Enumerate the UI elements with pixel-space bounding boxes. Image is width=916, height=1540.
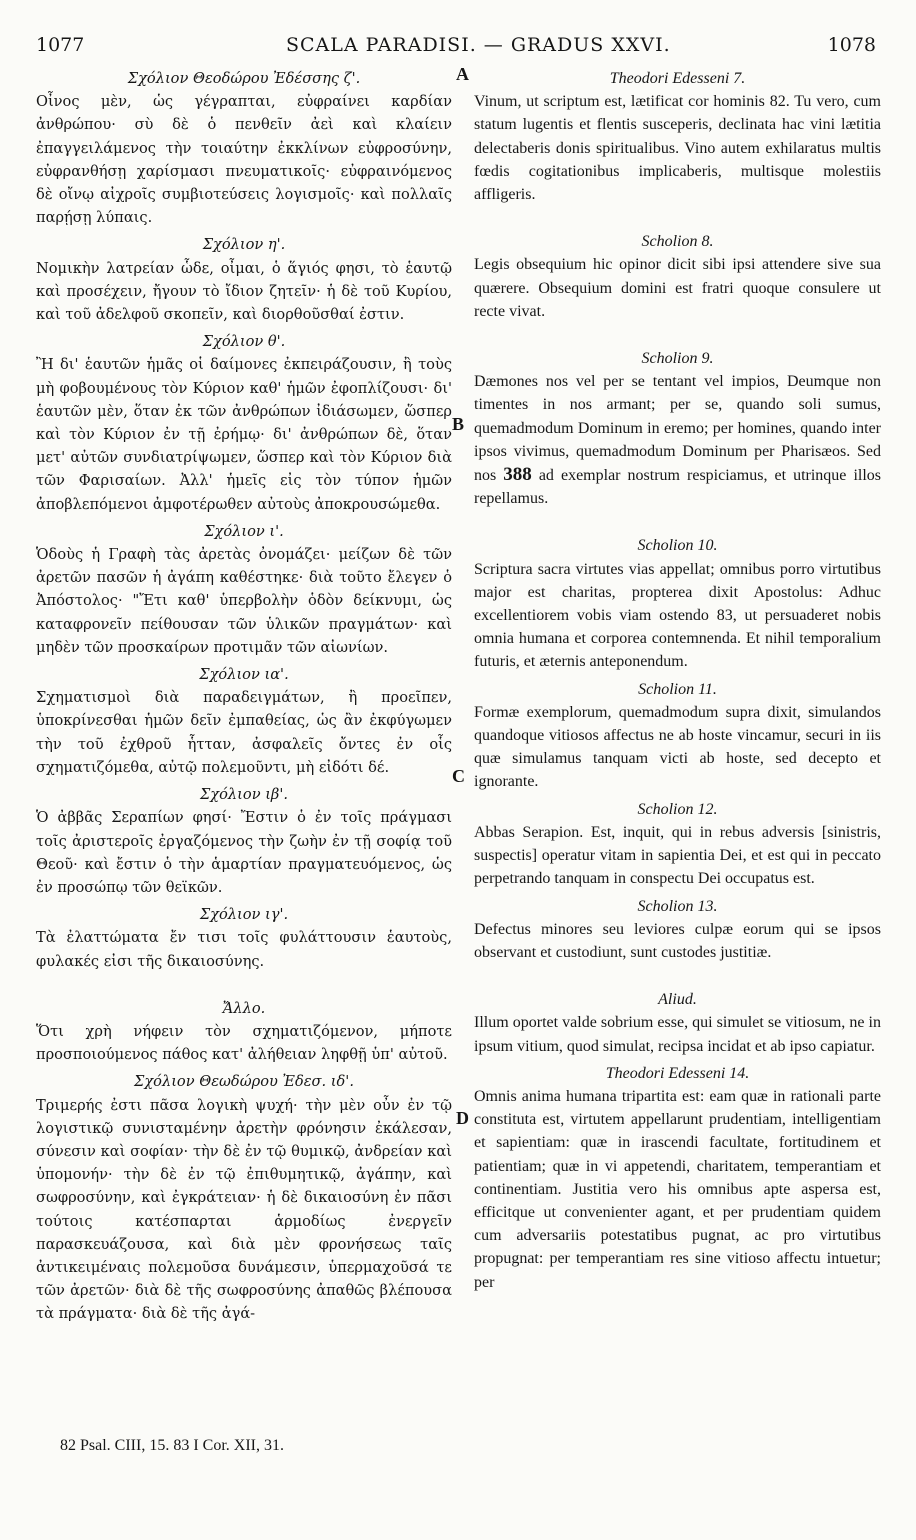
latin-scholion-text: Omnis anima humana tripartita est: eam quæ in rationali parte constituta est, virtutem appellarunt prudentiam, intelligentiam et sapientiam: quæ in irascendi facultate, fortitudinem et patientiam; quæ in vi appetendi, charitatem, temperantiam et continentiam. Justitia vero his omnibus apte aspersa est, efficitque ut convenienter agant, et per prudentiam quidem cum adversariis potestatibus pugnat, ac pro virtutibus propugnat: per temperantiam res sine vitioso affectu intuetur; per [474,1087,881,1291]
greek-scholion-text: Ἢ δι' ἑαυτῶν ἡμᾶς οἱ δαίμονες ἐκπειράζουσιν, ἢ τοὺς μὴ φοβουμένους τὸν Κύριον καθ' ἡμῶν ἐφοπλίζουσι· δι' ἑαυτῶν μὲν, ὅταν ἐκ τῶν ἀνθρώπων ἰδιάσωμεν, ὥσπερ καὶ τὸν Κύριον ἐν τῇ ἐρήμῳ· δι' ἀνθρώπων δὲ, ὅταν μετ' αὐτῶν συνδιατρίψωμεν, ὥσπερ καὶ τὸν Κύριον διὰ τῶν Φαρισαίων. Ἀλλ' ἡμεῖς εἰς τὸν τύπον ἡμῶν ἀποβλεπόμενοι ἀμφοτέρωθεν αὐτοὺς ἀποκρουσώμεθα. [36,356,452,513]
latin-scholion-text: Abbas Serapion. Est, inquit, qui in rebus adversis [sinistris, suspectis] operatur vitam in sapientia Dei, et est qui in peccato perpetrando tanquam in conspectu Dei occupatus est. [474,823,881,888]
latin-scholion-heading: Scholion 10. [637,537,718,555]
greek-scholion-heading: Σχόλιον Θεωδώρου Ἐδεσ. ιδ'. [134,1073,354,1091]
margin-letter-c: C [452,766,465,786]
latin-scholion-heading: Theodori Edesseni 7. [609,70,746,87]
greek-scholion-heading: Σχόλιον ια'. [199,666,289,684]
greek-scholion-text: Νομικὴν λατρείαν ὧδε, οἶμαι, ὁ ἅγιός φησι, τὸ ἑαυτῷ καὶ προσέχειν, ἤγουν τὸ ἴδιον ζητεῖν· ἡ δὲ τοῦ Κυρίου, καὶ τοῦ ἀδελφοῦ σκοπεῖν, καὶ διορθοῦσθαί ἐστιν. [36,259,452,324]
latin-scholion-heading: Scholion 11. [638,680,717,698]
greek-scholion-heading: Σχόλιον ι'. [204,522,284,540]
latin-scholion-text: Dæmones nos vel per se tentant vel impios, Deumque non timentes in nos armant; per se, quando soli sumus, quemadmodum Dominum in eremo; per homines, quando inter ipsos vivimus, quemadmodum Dominum per Pharisæos. Sed nos 388 ad exemplar nostrum respiciamus, et utrinque illos repellamus. [474,373,882,508]
greek-column [36,63,452,1326]
latin-scholion-heading: Scholion 13. [637,897,718,915]
greek-scholion-text: Ὁ ἀββᾶς Σεραπίων φησί· Ἔστιν ὁ ἐν τοῖς πράγμασι τοῖς ἀριστεροῖς ἐργαζόμενος τὴν ζωὴν ἐν τῇ σοφίᾳ τοῦ Θεοῦ· καὶ ἔστιν ὁ τὴν ἁμαρτίαν πραγματευόμενος, ὡς ἐν προσώπῳ τῶν θεϊκῶν. [36,809,452,896]
margin-letter-a: A [456,64,469,84]
latin-scholion-heading: Theodori Edesseni 14. [605,1064,750,1082]
left-page-number: 1077 [36,34,85,56]
greek-scholion-heading: Σχόλιον ιβ'. [199,786,289,804]
greek-scholion-text: Ὁδοὺς ἡ Γραφὴ τὰς ἀρετὰς ὀνομάζει· μείζων δὲ τῶν ἀρετῶν πασῶν ἡ ἀγάπη καθέστηκε· διὰ τοῦτο ἔλεγεν ὁ Ἀπόστολος· "Ἔτι καθ' ὑπερβολὴν ὁδὸν δείκνυμι, ὡς καταφρονεῖν πείθουσαν τῶν ὑλικῶν πραγμάτων· καὶ μηδὲν τῶν προσκαίρων προτιμᾶν τῶν αἰωνίων. [36,546,452,656]
footnotes: 82 Psal. CIII, 15. 83 I Cor. XII, 31. [60,1437,284,1454]
latin-column [474,63,881,1294]
greek-scholion-heading: Σχόλιον ιγ'. [199,906,289,924]
latin-scholion-text: Formæ exemplorum, quemadmodum supra dixit, simulandos quandoque vitiosos affectus ne ab hoste vincamur, securi in iis quæ simulamus tanquam victi ab hoste, sed decepto et ignorante. [474,703,881,791]
latin-scholion-heading: Aliud. [658,991,697,1009]
greek-scholion-heading: Σχόλιον Θεοδώρου Ἐδέσσης ζ'. [127,70,361,87]
latin-scholion-text: Scriptura sacra virtutes vias appellat; omnibus porro virtutibus major est charitas, propterea dixit Apostolus: Adhuc excellentiorem vobis viam ostendo 83, ut persuaderet nobis omnia humana et corporea contemnenda. Et nihil temporalium futuris, et æternis anteponendum. [474,560,881,671]
margin-letter-b: B [452,414,465,434]
greek-scholion-heading: Σχόλιον θ'. [202,333,286,351]
greek-scholion-text: Ὅτι χρὴ νήφειν τὸν σχηματιζόμενον, μήποτε προσποιούμενος πάθος κατ' ἀλήθειαν ληφθῇ ὑπ' αὐτοῦ. [36,1022,452,1064]
greek-scholion-heading: Σχόλιον η'. [202,236,286,254]
latin-scholion-text: Illum oportet valde sobrium esse, qui simulet se vitiosum, ne in ipsum vitium, quod simulat, recipsa incidat et ab ipso capiatur. [474,1014,881,1055]
greek-scholion-text: Τὰ ἐλαττώματα ἔν τισι τοῖς φυλάττουσιν ἑαυτοὺς, φυλακές εἰσι τῆς δικαιοσύνης. [36,929,452,970]
column-number: 388 [503,464,532,486]
latin-scholion-text: Vinum, ut scriptum est, lætificat cor hominis 82. Tu vero, cum statum lugentis et flentis susceperis, declinata hac vini lætitia delectaberis donis spiritualibus. Vino autem exhilaratus multis fœdis cogitationibus implicaberis, multisque molestiis affligeris. [474,93,881,204]
latin-scholion-heading: Scholion 8. [641,233,714,251]
right-page-number: 1078 [827,34,876,56]
latin-scholion-heading: Scholion 9. [641,350,714,368]
latin-scholion-heading: Scholion 12. [637,800,718,818]
running-title: SCALA PARADISI. — GRADUS XXVI. [286,34,671,56]
greek-scholion-text: Τριμερής ἐστι πᾶσα λογικὴ ψυχή· τὴν μὲν οὖν ἐν τῷ λογιστικῷ συνισταμένην ἀρετὴν φρόνησιν ἐκάλεσαν, σύνεσιν καὶ σοφίαν· τὴν δὲ ἐν τῷ θυμικῷ, ἀνδρείαν καὶ ὑπομονήν· τὴν δὲ ἐν τῷ ἐπιθυμητικῷ, ἀγάπην, καὶ σωφροσύνην, καὶ ἐγκράτειαν· ἡ δὲ δικαιοσύνη ἐν πᾶσι τούτοις κατέσπαρται ἁρμοδίως ἐνεργεῖν παρασκευάζουσα, καὶ διὰ μὲν φρονήσεως ταῖς ἀντικειμέναις πολεμοῦσα δυνάμεσιν, ὑπερμαχοῦσά τε τῶν ἀρετῶν· διὰ δὲ τῆς σωφροσύνης ἀπαθῶς βλέπουσα τὰ πράγματα· διὰ δὲ τῆς ἀγά- [36,1096,452,1323]
latin-scholion-text: Legis obsequium hic opinor dicit sibi ipsi attendere sive sua quærere. Obsequium domini est fratri quoque consulere ut recte vivat. [474,256,881,320]
margin-letter-d: D [456,1108,469,1128]
latin-scholion-text: Defectus minores seu leviores culpæ eorum qui se ipsos observant et custodiunt, sunt custodes justitiæ. [474,920,881,961]
greek-scholion-text: Σχηματισμοὶ διὰ παραδειγμάτων, ἢ προεῖπεν, ὑποκρίνεσθαι ἡμῶν δεῖν ἐμπαθείας, ὡς ἂν ἐκφύγωμεν τὴν τοῦ ἐχθροῦ ἧτταν, ἀσφαλεῖς ὄντες ἐν οἷς σχηματιζόμεθα, αὐτῷ πολεμοῦντι, μὴ εἰδότι δέ. [36,689,452,776]
greek-scholion-text: Οἶνος μὲν, ὡς γέγραπται, εὐφραίνει καρδίαν ἀνθρώπου· σὺ δὲ ὁ πενθεῖν ἀεὶ καὶ κλαίειν ἐπαγγειλάμενος τὴν τοιαύτην ἐκκλίνων εὐφροσύνην, εὐφρανθήσῃ χαρίσμασι πνευματικοῖς· εὐφραινόμενος δὲ οἴνῳ αἰχροῖς συμβιοτεύσεις λογισμοῖς· καὶ πολλαῖς παρῄσῃ λύπαις. [36,93,452,227]
greek-scholion-heading: Ἄλλο. [222,999,266,1017]
running-header [36,34,876,60]
